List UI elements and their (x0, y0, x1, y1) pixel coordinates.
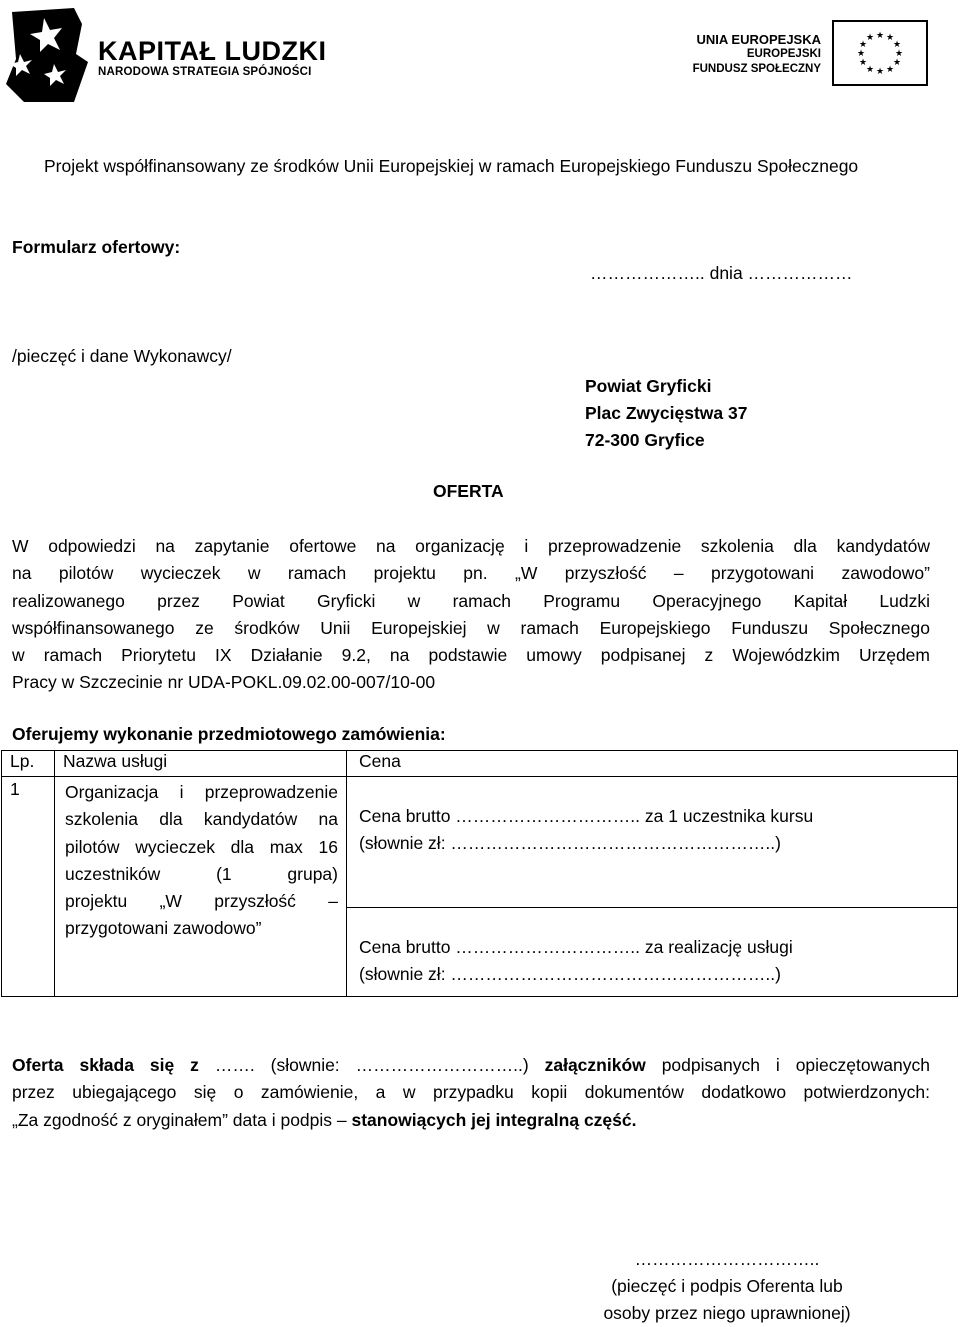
svg-text:★: ★ (875, 31, 885, 41)
intro-paragraph (12, 533, 930, 697)
attachments-bold-word: załączników (544, 1055, 646, 1075)
svg-text:★: ★ (858, 58, 868, 68)
price-per-participant-cell (347, 777, 958, 908)
header-lp: Lp. (2, 751, 55, 777)
eu-logo-line1: UNIA EUROPEJSKA (696, 32, 821, 47)
intro-line: Pracy w Szczecinie nr UDA-POKL.09.02.00-007/10-00 (12, 672, 436, 693)
row-lp: 1 (2, 777, 55, 997)
svg-text:★: ★ (858, 40, 868, 50)
signature-line1: (pieczęć i podpis Oferenta lub (611, 1276, 843, 1296)
attachments-paragraph (12, 1052, 930, 1134)
table-row (2, 777, 958, 908)
svg-text:★: ★ (865, 65, 875, 75)
signature-dots: ………………………….. (634, 1249, 820, 1269)
form-title: Formularz ofertowy: (12, 237, 181, 257)
service-name-line: przygotowani zawodowo” (65, 918, 262, 939)
attachments-line3 (12, 1107, 930, 1134)
svg-text:★: ★ (885, 33, 895, 43)
offer-table (1, 750, 958, 997)
signature-line2: osoby przez niego uprawnionej) (603, 1303, 851, 1323)
intro-line: W odpowiedzi na zapytanie ofertowe na organizację i przeprowadzenie szkolenia dla kandydatów (12, 536, 930, 556)
header-service-name: Nazwa usługi (55, 751, 347, 777)
service-name-line: projektu „W przyszłość – (65, 891, 338, 912)
recipient-line3: 72-300 Gryfice (585, 430, 705, 450)
date-line: ……………….. dnia ……………… (590, 263, 853, 283)
intro-line: na pilotów wycieczek w ramach projektu pn. „W przyszłość – przygotowani zawodowo” (12, 563, 930, 584)
cofinancing-note: Projekt współfinansowany ze środków Unii Europejskiej w ramach Europejskiego Funduszu Społecznego (44, 156, 859, 176)
svg-text:★: ★ (865, 33, 875, 43)
attachments-integral-part: stanowiących jej integralną część. (351, 1109, 637, 1130)
price-total-words: (słownie zł: ………………………………………………..) (359, 964, 781, 984)
service-name-line: uczestników (1 grupa) (65, 863, 338, 884)
attachments-line1 (12, 1052, 930, 1079)
logo-title: KAPITAŁ LUDZKI (98, 36, 327, 66)
logo-subtitle: NARODOWA STRATEGIA SPÓJNOŚCI (98, 66, 312, 78)
intro-line: realizowanego przez Powiat Gryficki w ramach Programu Operacyjnego Kapitał Ludzki (12, 590, 930, 611)
attachments-bold-start: Oferta składa się z (12, 1055, 199, 1075)
recipient-line1: Powiat Gryficki (585, 376, 712, 396)
kapital-ludzki-logo-icon (4, 4, 94, 104)
price-per-participant: Cena brutto ………………………….. za 1 uczestnika kursu (359, 806, 814, 826)
intro-line: współfinansowanego ze środków Unii Europejskiej w ramach Europejskiego Funduszu Społecznego (12, 617, 930, 638)
table-header-row (2, 751, 958, 777)
attachments-line1-end: podpisanych i opieczętowanych (661, 1055, 930, 1075)
recipient-address (585, 373, 747, 454)
svg-text:★: ★ (894, 49, 904, 59)
price-per-participant-words: (słownie zł: ………………………………………………..) (359, 833, 781, 853)
eu-logo-line2: EUROPEJSKI (746, 48, 821, 60)
svg-text:★: ★ (875, 67, 885, 77)
eu-flag-icon (832, 20, 928, 86)
attachments-count-blank: ……. (słownie: ………………………..) (214, 1055, 529, 1075)
svg-text:★: ★ (892, 40, 902, 50)
service-name-line: pilotów wycieczek dla max 16 (65, 836, 338, 857)
eu-logo-text (693, 32, 821, 77)
intro-line: w ramach Priorytetu IX Działanie 9.2, na podstawie umowy podpisanej z Wojewódzkim Urzędem (12, 645, 930, 666)
service-name-line: szkolenia dla kandydatów na (65, 809, 338, 830)
svg-text:★: ★ (892, 58, 902, 68)
svg-text:★: ★ (885, 65, 895, 75)
order-heading: Oferujemy wykonanie przedmiotowego zamówienia: (12, 724, 446, 744)
service-name-line: Organizacja i przeprowadzenie (65, 782, 338, 802)
signature-block (572, 1246, 882, 1327)
attachments-line2: przez ubiegającego się o zamówienie, a w przypadku kopii dokumentów dodatkowo potwierdzonych: (12, 1082, 930, 1103)
attachments-certification: „Za zgodność z oryginałem” data i podpis – (12, 1109, 347, 1130)
eu-logo-line3: FUNDUSZ SPOŁECZNY (692, 63, 821, 75)
svg-text:★: ★ (856, 49, 866, 59)
offer-heading: OFERTA (433, 481, 504, 501)
row-service-name (55, 777, 347, 997)
header-price: Cena (347, 751, 958, 777)
price-total: Cena brutto ………………………….. za realizację usługi (359, 937, 793, 957)
recipient-line2: Plac Zwycięstwa 37 (585, 403, 748, 423)
contractor-stamp-label: /pieczęć i dane Wykonawcy/ (12, 346, 232, 366)
price-total-cell (347, 908, 958, 997)
